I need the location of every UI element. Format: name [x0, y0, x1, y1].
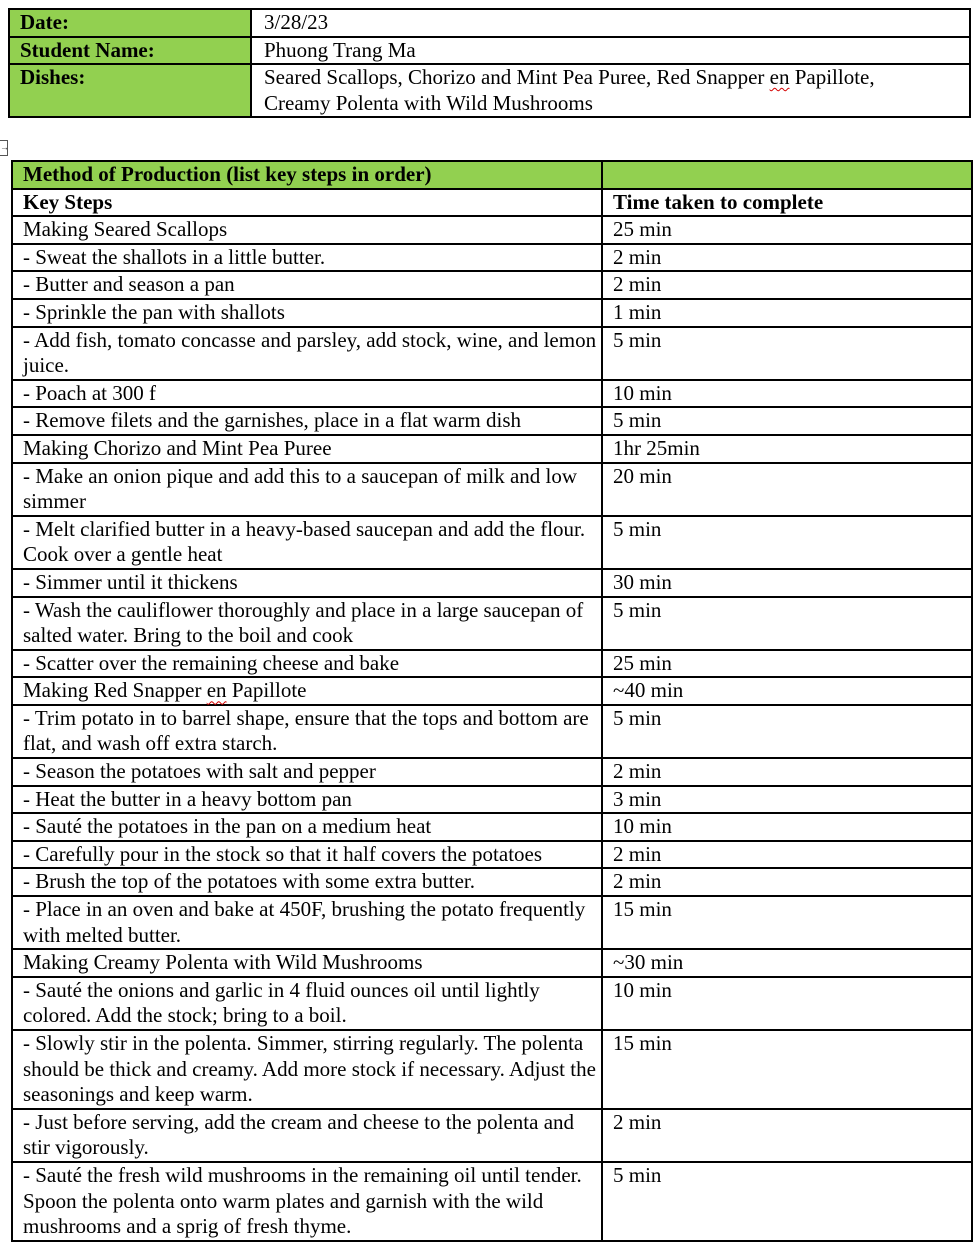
step-text-pre: Making Red Snapper: [23, 678, 207, 703]
time-cell: 2 min: [602, 1109, 972, 1162]
step-cell: - Remove filets and the garnishes, place in a flat warm dish: [12, 407, 602, 435]
step-cell: - Sauté the onions and garlic in 4 fluid ounces oil until lightly colored. Add the stock; bring to a boil.: [12, 977, 602, 1030]
step-text-post: Papillote: [226, 678, 307, 703]
step-cell: - Sprinkle the pan with shallots: [12, 299, 602, 327]
time-cell: 3 min: [602, 786, 972, 814]
method-title-row: [12, 161, 972, 189]
table-row: [12, 380, 972, 408]
dishes-value: [251, 64, 970, 117]
time-cell: 2 min: [602, 244, 972, 272]
date-row: [9, 9, 970, 37]
time-cell: 2 min: [602, 271, 972, 299]
time-cell: 5 min: [602, 327, 972, 380]
method-title: Method of Production (list key steps in order): [12, 161, 602, 189]
table-row: [12, 327, 972, 380]
time-cell: 5 min: [602, 597, 972, 650]
time-cell: 10 min: [602, 813, 972, 841]
time-cell: 5 min: [602, 407, 972, 435]
time-cell: 15 min: [602, 1030, 972, 1109]
table-row: [12, 435, 972, 463]
time-cell: 10 min: [602, 380, 972, 408]
table-row: [12, 244, 972, 272]
step-cell: Making Chorizo and Mint Pea Puree: [12, 435, 602, 463]
step-cell: - Scatter over the remaining cheese and bake: [12, 650, 602, 678]
dishes-line1-pre: Seared Scallops, Chorizo and Mint Pea Puree, Red Snapper: [264, 65, 770, 90]
table-row: [12, 949, 972, 977]
step-cell: - Simmer until it thickens: [12, 569, 602, 597]
method-of-production-table: [11, 160, 973, 1242]
time-cell: 1hr 25min: [602, 435, 972, 463]
time-cell: 1 min: [602, 299, 972, 327]
time-cell: 20 min: [602, 463, 972, 516]
step-cell: - Heat the butter in a heavy bottom pan: [12, 786, 602, 814]
step-cell: - Trim potato in to barrel shape, ensure that the tops and bottom are flat, and wash off extra starch.: [12, 705, 602, 758]
dishes-line1-en: en: [769, 65, 790, 90]
table-row: [12, 786, 972, 814]
step-cell: [12, 677, 602, 705]
time-cell: 10 min: [602, 977, 972, 1030]
table-row: [12, 868, 972, 896]
table-row: [12, 813, 972, 841]
time-cell: 25 min: [602, 216, 972, 244]
table-row: [12, 299, 972, 327]
table-row: [12, 463, 972, 516]
time-cell: 5 min: [602, 1162, 972, 1241]
time-cell: 2 min: [602, 758, 972, 786]
step-cell: - Add fish, tomato concasse and parsley, add stock, wine, and lemon juice.: [12, 327, 602, 380]
table-row: [12, 597, 972, 650]
table-row: [12, 1162, 972, 1241]
dishes-line2: Creamy Polenta with Wild Mushrooms: [264, 90, 593, 115]
table-row: [12, 977, 972, 1030]
student-info-table: [8, 8, 971, 118]
table-anchor-icon: →: [0, 140, 8, 156]
dishes-line1-post: Papillote,: [789, 65, 875, 90]
time-cell: ~30 min: [602, 949, 972, 977]
table-row: [12, 677, 972, 705]
dishes-label: Dishes:: [9, 64, 251, 117]
time-cell: 25 min: [602, 650, 972, 678]
step-cell: - Make an onion pique and add this to a saucepan of milk and low simmer: [12, 463, 602, 516]
table-row: [12, 650, 972, 678]
step-cell: - Melt clarified butter in a heavy-based saucepan and add the flour. Cook over a gentle heat: [12, 516, 602, 569]
table-row: [12, 705, 972, 758]
step-cell: - Brush the top of the potatoes with some extra butter.: [12, 868, 602, 896]
table-row: [12, 841, 972, 869]
step-cell: - Carefully pour in the stock so that it half covers the potatoes: [12, 841, 602, 869]
table-row: [12, 216, 972, 244]
student-name-label: Student Name:: [9, 37, 251, 65]
method-title-blank: [602, 161, 972, 189]
time-cell: 2 min: [602, 841, 972, 869]
time-cell: 30 min: [602, 569, 972, 597]
table-row: [12, 407, 972, 435]
table-row: [12, 758, 972, 786]
step-cell: - Slowly stir in the polenta. Simmer, stirring regularly. The polenta should be thick and creamy. Add more stock if necessary. Adjust the seasonings and keep warm.: [12, 1030, 602, 1109]
time-cell: 2 min: [602, 868, 972, 896]
step-cell: - Sauté the fresh wild mushrooms in the remaining oil until tender. Spoon the polenta onto warm plates and garnish with the wild mushrooms and a sprig of fresh thyme.: [12, 1162, 602, 1241]
student-name-value: Phuong Trang Ma: [251, 37, 970, 65]
time-cell: 5 min: [602, 705, 972, 758]
step-cell: - Sweat the shallots in a little butter.: [12, 244, 602, 272]
table-row: [12, 516, 972, 569]
time-cell: 15 min: [602, 896, 972, 949]
table-row: [12, 569, 972, 597]
step-cell: Making Seared Scallops: [12, 216, 602, 244]
method-column-header-row: [12, 189, 972, 217]
date-value: 3/28/23: [251, 9, 970, 37]
key-steps-header: Key Steps: [12, 189, 602, 217]
table-row: [12, 271, 972, 299]
table-row: [12, 1030, 972, 1109]
step-cell: - Butter and season a pan: [12, 271, 602, 299]
time-header: Time taken to complete: [602, 189, 972, 217]
table-row: [12, 896, 972, 949]
table-row: [12, 1109, 972, 1162]
step-cell: Making Creamy Polenta with Wild Mushrooms: [12, 949, 602, 977]
time-cell: 5 min: [602, 516, 972, 569]
step-cell: - Just before serving, add the cream and cheese to the polenta and stir vigorously.: [12, 1109, 602, 1162]
dishes-row: [9, 64, 970, 117]
student-name-row: [9, 37, 970, 65]
time-cell: ~40 min: [602, 677, 972, 705]
step-cell: - Season the potatoes with salt and pepper: [12, 758, 602, 786]
step-cell: - Place in an oven and bake at 450F, brushing the potato frequently with melted butter.: [12, 896, 602, 949]
date-label: Date:: [9, 9, 251, 37]
step-cell: - Poach at 300 f: [12, 380, 602, 408]
step-cell: - Wash the cauliflower thoroughly and place in a large saucepan of salted water. Bring to the boil and cook: [12, 597, 602, 650]
step-text-en: en: [206, 678, 227, 703]
step-cell: - Sauté the potatoes in the pan on a medium heat: [12, 813, 602, 841]
